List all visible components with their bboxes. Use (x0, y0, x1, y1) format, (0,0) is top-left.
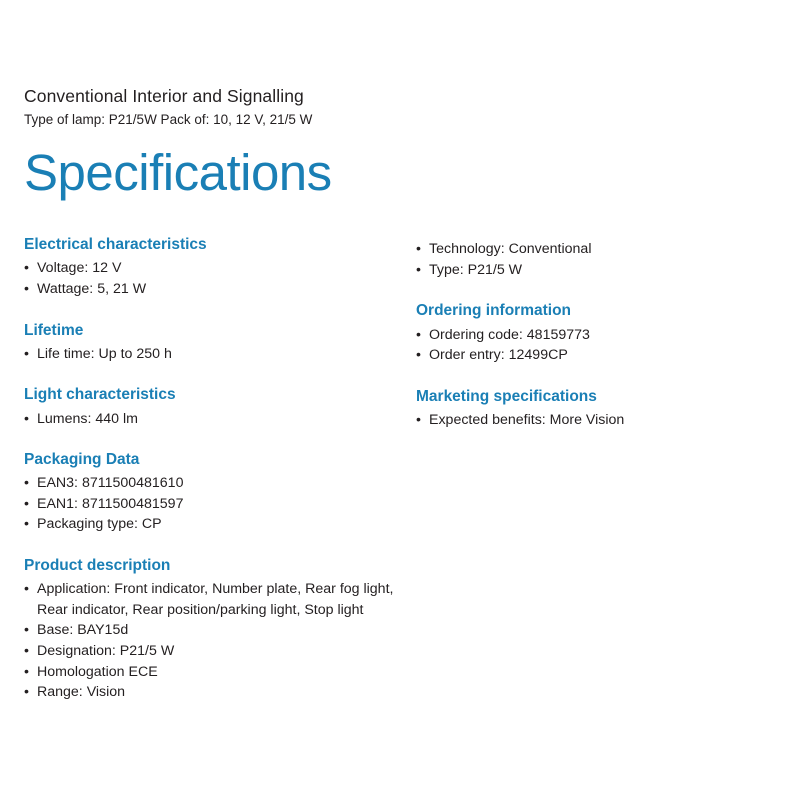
bullet-icon: • (416, 347, 421, 364)
bullet-icon: • (24, 642, 29, 659)
list-item (24, 279, 406, 300)
section-heading: Product description (24, 557, 171, 575)
bullet-icon: • (24, 260, 29, 277)
list-item (416, 345, 776, 366)
list-item (24, 258, 406, 279)
list-item (24, 641, 406, 662)
bullet-icon: • (24, 581, 29, 598)
list-item (24, 620, 406, 641)
bullet-icon: • (416, 241, 421, 258)
section-item-list (24, 579, 406, 703)
list-item-text: Homologation ECE (37, 663, 158, 680)
list-item-text: Ordering code: 48159773 (429, 326, 590, 343)
list-item (24, 409, 406, 430)
section-item-list (24, 409, 406, 430)
list-item (416, 239, 776, 260)
section-item-list (416, 239, 776, 280)
list-item-text: Base: BAY15d (37, 622, 129, 639)
specs-columns (24, 235, 776, 702)
section-heading: Packaging Data (24, 451, 140, 469)
bullet-icon: • (24, 475, 29, 492)
list-item-text: Type: P21/5 W (429, 261, 523, 278)
section-heading: Light characteristics (24, 386, 176, 404)
bullet-icon: • (416, 326, 421, 343)
list-item-text: Voltage: 12 V (37, 260, 122, 277)
bullet-icon: • (24, 684, 29, 701)
bullet-icon: • (24, 663, 29, 680)
product-subtitle: Type of lamp: P21/5W Pack of: 10, 12 V, 21/5 W (24, 111, 313, 127)
section-packaging-data (24, 450, 406, 535)
bullet-icon: • (24, 622, 29, 639)
list-item (24, 494, 406, 515)
section-item-list (24, 473, 406, 535)
document-header (24, 86, 776, 199)
section-electrical-characteristics (24, 235, 406, 299)
list-item-text: EAN3: 8711500481610 (37, 475, 184, 492)
section-heading: Marketing specifications (416, 387, 597, 405)
bullet-icon: • (24, 410, 29, 427)
section-ordering-information (416, 301, 776, 365)
bullet-icon: • (24, 495, 29, 512)
section-marketing-specifications (416, 387, 776, 431)
bullet-icon: • (24, 345, 29, 362)
list-item-text: Application: Front indicator, Number plate, Rear fog light, Rear indicator, Rear position/parking light, Stop light (37, 581, 394, 618)
list-item-text: Wattage: 5, 21 W (37, 281, 147, 298)
list-item-text: Life time: Up to 250 h (37, 345, 172, 362)
section-item-list (24, 258, 406, 299)
list-item (416, 410, 776, 431)
list-item (24, 662, 406, 683)
list-item-text: Order entry: 12499CP (429, 347, 568, 364)
list-item-text: EAN1: 8711500481597 (37, 495, 184, 512)
list-item-text: Lumens: 440 lm (37, 410, 138, 427)
list-item (24, 344, 406, 365)
section-item-list (416, 325, 776, 366)
bullet-icon: • (416, 261, 421, 278)
list-item (416, 325, 776, 346)
bullet-icon: • (24, 516, 29, 533)
section-heading: Electrical characteristics (24, 236, 207, 254)
section-item-list (416, 410, 776, 431)
section-lifetime (24, 321, 406, 365)
bullet-icon: • (416, 411, 421, 428)
list-item-text: Technology: Conventional (429, 241, 592, 258)
page-title: Specifications (24, 143, 332, 201)
right-column (416, 235, 776, 702)
list-item (24, 473, 406, 494)
section-item-list (24, 344, 406, 365)
section-heading: Ordering information (416, 302, 571, 320)
list-item (416, 260, 776, 281)
list-item (24, 579, 406, 620)
list-item-text: Packaging type: CP (37, 516, 162, 533)
list-item-text: Expected benefits: More Vision (429, 411, 625, 428)
list-item (24, 514, 406, 535)
product-category: Conventional Interior and Signalling (24, 86, 304, 106)
section-technology (416, 239, 776, 280)
section-heading: Lifetime (24, 321, 84, 339)
section-product-description (24, 556, 406, 703)
list-item-text: Designation: P21/5 W (37, 642, 175, 659)
bullet-icon: • (24, 281, 29, 298)
list-item-text: Range: Vision (37, 684, 126, 701)
left-column (24, 235, 416, 702)
list-item (24, 682, 406, 703)
section-light-characteristics (24, 385, 406, 429)
